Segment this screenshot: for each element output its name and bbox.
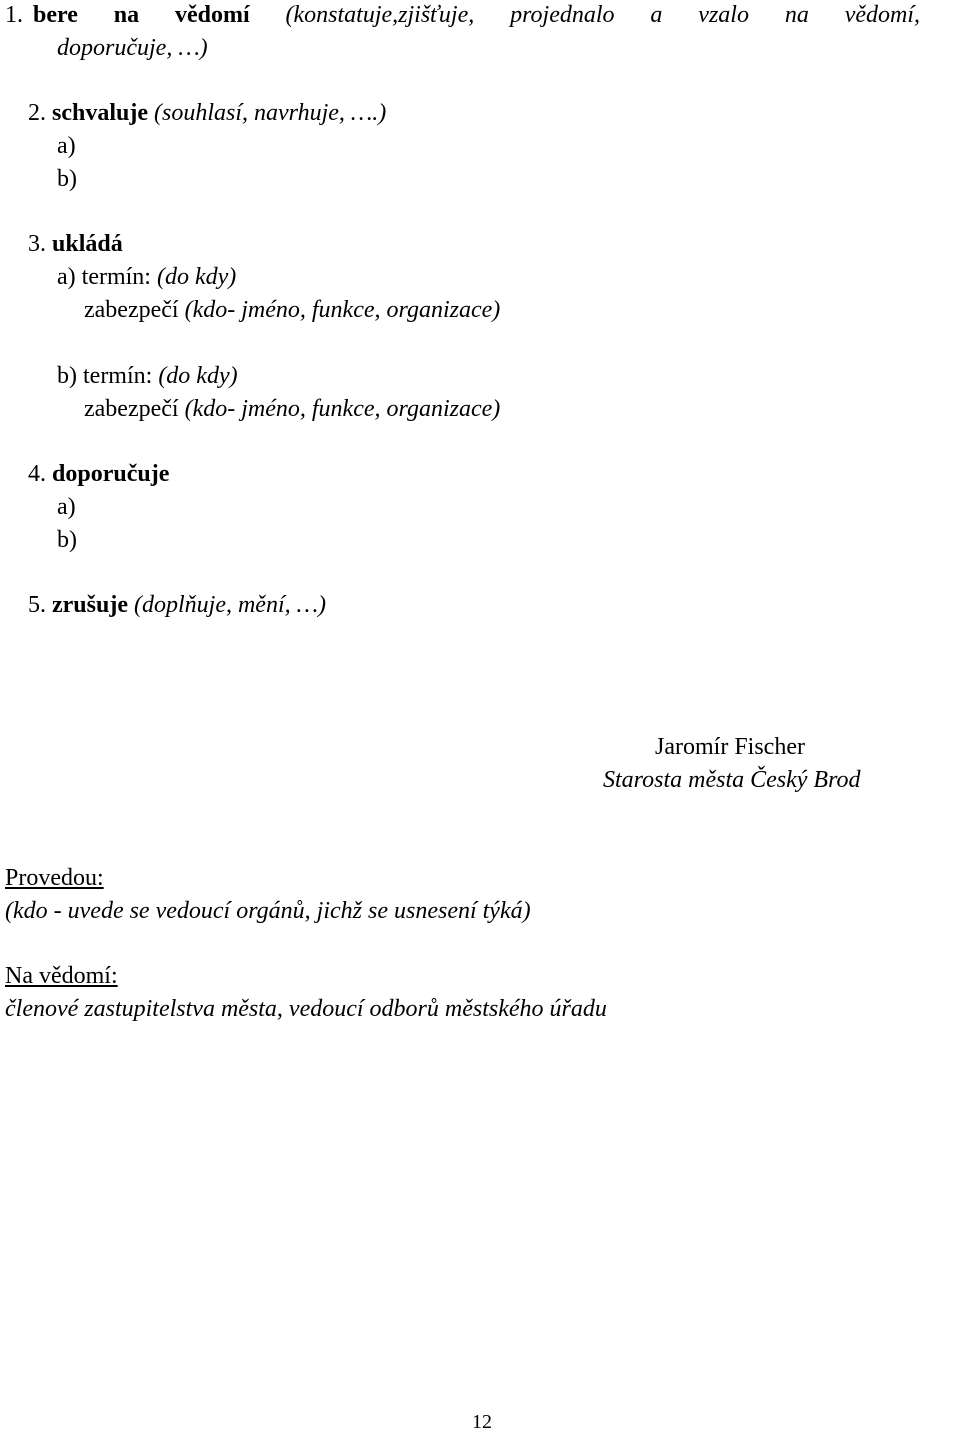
provedou-label: Provedou: <box>5 865 104 891</box>
item-3-a-termin: a) termín: (do kdy) <box>57 264 237 290</box>
item-4-sub-b: b) <box>57 527 77 553</box>
item-3-b-zabezpeci: zabezpečí (kdo- jméno, funkce, organizace) <box>84 396 501 422</box>
item-3-line <box>28 232 123 256</box>
signature-name: Jaromír Fischer <box>655 734 805 760</box>
item-4-line <box>28 462 169 486</box>
item-3-keyword: ukládá <box>52 231 123 257</box>
item-2-keyword: schvaluje <box>52 100 148 126</box>
item-4-sub-a: a) <box>57 494 76 520</box>
item-3-b-termin: b) termín: (do kdy) <box>57 363 238 389</box>
item-5-keyword: zrušuje <box>52 592 128 618</box>
item-2-line <box>28 101 386 125</box>
item-2-paren: (souhlasí, navrhuje, ….) <box>154 100 387 126</box>
provedou-text: (kdo - uvede se vedoucí orgánů, jichž se usnesení týká) <box>5 898 531 924</box>
item-5-paren: (doplňuje, mění, …) <box>133 592 326 618</box>
item-5-line <box>28 593 326 617</box>
item-4-num: 4. <box>28 461 46 487</box>
item-1-paren: (konstatuje,zjišťuje, projednalo a vzalo na vědomí, <box>285 2 920 28</box>
item-1-line2: doporučuje, …) <box>57 35 208 61</box>
item-3-num: 3. <box>28 231 46 257</box>
item-1-num: 1. <box>5 2 23 28</box>
item-1-line1 <box>33 3 920 27</box>
item-5-num: 5. <box>28 592 46 618</box>
na-vedomi-text: členové zastupitelstva města, vedoucí odborů městského úřadu <box>5 996 607 1022</box>
item-1-keyword: bere na vědomí <box>33 2 250 28</box>
item-4-keyword: doporučuje <box>52 461 170 487</box>
signature-title: Starosta města Český Brod <box>603 767 861 793</box>
item-2-sub-b: b) <box>57 166 77 192</box>
item-2-sub-a: a) <box>57 133 76 159</box>
na-vedomi-label: Na vědomí: <box>5 963 118 989</box>
page-number: 12 <box>472 1411 492 1433</box>
item-2-num: 2. <box>28 100 46 126</box>
item-3-a-zabezpeci: zabezpečí (kdo- jméno, funkce, organizace) <box>84 297 501 323</box>
